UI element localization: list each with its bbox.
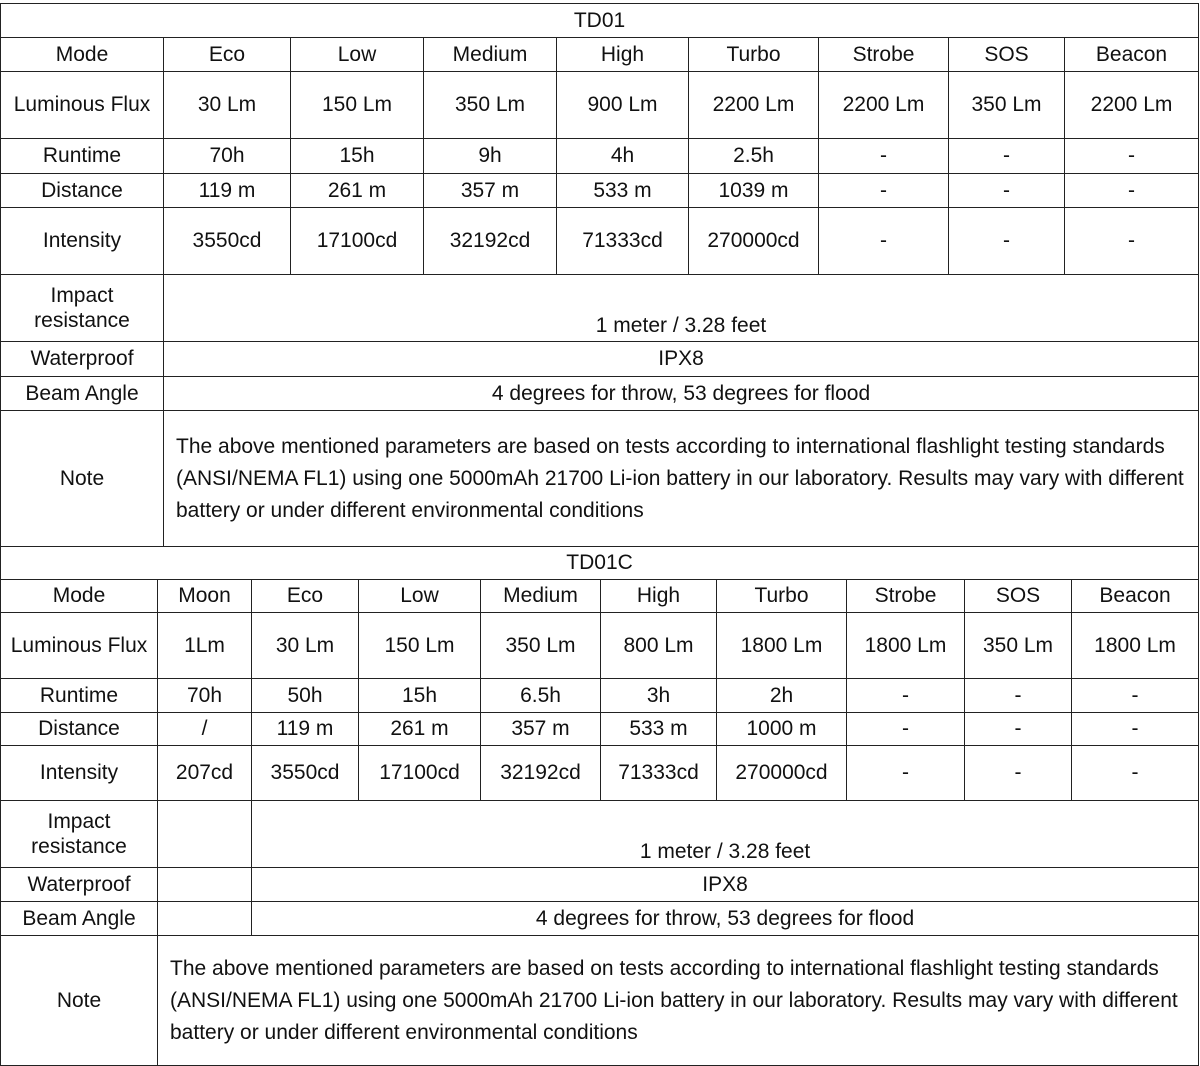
td01-mode-cell: Turbo — [689, 38, 819, 72]
td01-flux-cell: 150 Lm — [291, 72, 424, 139]
td01c-distance-label: Distance — [1, 713, 158, 746]
td01-mode-cell: Medium — [424, 38, 557, 72]
td01c-mode-cell: Strobe — [847, 580, 965, 613]
td01-runtime-cell: 70h — [164, 139, 291, 174]
td01c-intensity-cell: 207cd — [158, 746, 252, 801]
td01-flux-cell: 900 Lm — [557, 72, 689, 139]
td01-runtime-cell: - — [949, 139, 1065, 174]
td01c-runtime-cell: - — [1072, 679, 1199, 713]
td01-distance-cell: 1039 m — [689, 174, 819, 208]
td01-flux-row — [1, 72, 1199, 139]
td01-flux-label: Luminous Flux — [1, 72, 164, 139]
td01c-distance-row — [1, 713, 1199, 746]
td01-impact-value: 1 meter / 3.28 feet — [164, 275, 1199, 342]
td01c-note-text: The above mentioned parameters are based on tests according to international flashlight testing standards (ANSI/NEMA FL1) using one 5000mAh 21700 Li-ion battery in our laboratory. Results may vary with different battery or under different environmental conditions — [158, 936, 1199, 1066]
td01c-spec-table — [0, 546, 1199, 1066]
td01c-intensity-cell: - — [1072, 746, 1199, 801]
td01c-mode-cell: Eco — [252, 580, 359, 613]
td01-waterproof-value: IPX8 — [164, 342, 1199, 377]
td01c-runtime-label: Runtime — [1, 679, 158, 713]
td01c-flux-cell: 1Lm — [158, 613, 252, 679]
td01-runtime-cell: 15h — [291, 139, 424, 174]
td01-runtime-cell: - — [1065, 139, 1199, 174]
td01-intensity-cell: - — [1065, 208, 1199, 275]
td01c-waterproof-moon-blank — [158, 868, 252, 902]
td01c-flux-cell: 150 Lm — [359, 613, 481, 679]
td01c-title: TD01C — [1, 547, 1199, 580]
td01c-intensity-cell: 17100cd — [359, 746, 481, 801]
td01-flux-cell: 350 Lm — [424, 72, 557, 139]
td01-distance-cell: - — [819, 174, 949, 208]
td01-impact-label: Impact resistance — [1, 275, 164, 342]
td01c-distance-cell: - — [847, 713, 965, 746]
td01c-flux-cell: 1800 Lm — [717, 613, 847, 679]
td01c-beam-moon-blank — [158, 902, 252, 936]
td01-mode-label: Mode — [1, 38, 164, 72]
td01-intensity-cell: 270000cd — [689, 208, 819, 275]
td01c-distance-cell: 1000 m — [717, 713, 847, 746]
td01c-mode-cell: Medium — [481, 580, 601, 613]
td01c-note-row — [1, 936, 1199, 1066]
td01-mode-cell: Eco — [164, 38, 291, 72]
td01-intensity-cell: - — [949, 208, 1065, 275]
td01c-distance-cell: - — [1072, 713, 1199, 746]
td01-note-row — [1, 411, 1199, 547]
td01-beam-row — [1, 377, 1199, 411]
td01-mode-cell: High — [557, 38, 689, 72]
td01c-mode-cell: SOS — [965, 580, 1072, 613]
td01c-flux-cell: 800 Lm — [601, 613, 717, 679]
td01c-flux-row — [1, 613, 1199, 679]
td01c-runtime-cell: 15h — [359, 679, 481, 713]
td01-distance-cell: 261 m — [291, 174, 424, 208]
td01-flux-cell: 2200 Lm — [819, 72, 949, 139]
td01-runtime-cell: 9h — [424, 139, 557, 174]
td01-title: TD01 — [1, 4, 1199, 38]
td01-spec-table — [0, 3, 1199, 547]
td01-distance-cell: 119 m — [164, 174, 291, 208]
td01c-mode-label: Mode — [1, 580, 158, 613]
td01-mode-row — [1, 38, 1199, 72]
td01c-distance-cell: 261 m — [359, 713, 481, 746]
td01c-mode-row — [1, 580, 1199, 613]
td01-flux-cell: 30 Lm — [164, 72, 291, 139]
td01c-flux-cell: 30 Lm — [252, 613, 359, 679]
td01-runtime-cell: 4h — [557, 139, 689, 174]
td01c-intensity-cell: 32192cd — [481, 746, 601, 801]
td01c-intensity-row — [1, 746, 1199, 801]
td01-runtime-cell: 2.5h — [689, 139, 819, 174]
td01c-note-label: Note — [1, 936, 158, 1066]
td01c-beam-row — [1, 902, 1199, 936]
td01-waterproof-label: Waterproof — [1, 342, 164, 377]
td01c-impact-row — [1, 801, 1199, 868]
td01c-beam-label: Beam Angle — [1, 902, 158, 936]
td01-mode-cell: Strobe — [819, 38, 949, 72]
td01-intensity-cell: 3550cd — [164, 208, 291, 275]
td01c-intensity-cell: 270000cd — [717, 746, 847, 801]
td01c-impact-value: 1 meter / 3.28 feet — [252, 801, 1199, 868]
td01c-waterproof-row — [1, 868, 1199, 902]
td01c-mode-cell: Moon — [158, 580, 252, 613]
td01-note-text: The above mentioned parameters are based on tests according to international flashlight testing standards (ANSI/NEMA FL1) using one 5000mAh 21700 Li-ion battery in our laboratory. Results may vary with different battery or under different environmental conditions — [164, 411, 1199, 547]
td01c-intensity-cell: - — [965, 746, 1072, 801]
td01-distance-cell: 533 m — [557, 174, 689, 208]
td01-mode-cell: Low — [291, 38, 424, 72]
td01c-runtime-cell: - — [965, 679, 1072, 713]
td01c-runtime-cell: 50h — [252, 679, 359, 713]
td01-distance-cell: 357 m — [424, 174, 557, 208]
td01-impact-row — [1, 275, 1199, 342]
td01-intensity-cell: 17100cd — [291, 208, 424, 275]
td01c-runtime-row — [1, 679, 1199, 713]
td01-runtime-cell: - — [819, 139, 949, 174]
td01-flux-cell: 350 Lm — [949, 72, 1065, 139]
td01c-beam-value: 4 degrees for throw, 53 degrees for flood — [252, 902, 1199, 936]
td01c-flux-cell: 1800 Lm — [847, 613, 965, 679]
td01-beam-label: Beam Angle — [1, 377, 164, 411]
td01c-flux-label: Luminous Flux — [1, 613, 158, 679]
td01-distance-cell: - — [949, 174, 1065, 208]
td01-waterproof-row — [1, 342, 1199, 377]
td01-mode-cell: SOS — [949, 38, 1065, 72]
td01c-intensity-label: Intensity — [1, 746, 158, 801]
td01c-distance-cell: 119 m — [252, 713, 359, 746]
td01-distance-cell: - — [1065, 174, 1199, 208]
td01c-mode-cell: High — [601, 580, 717, 613]
td01-intensity-row — [1, 208, 1199, 275]
td01c-runtime-cell: - — [847, 679, 965, 713]
td01c-intensity-cell: 71333cd — [601, 746, 717, 801]
td01c-mode-cell: Low — [359, 580, 481, 613]
td01-runtime-row — [1, 139, 1199, 174]
td01-intensity-cell: 32192cd — [424, 208, 557, 275]
td01-flux-cell: 2200 Lm — [689, 72, 819, 139]
td01c-distance-cell: 357 m — [481, 713, 601, 746]
td01-distance-row — [1, 174, 1199, 208]
td01-beam-value: 4 degrees for throw, 53 degrees for flood — [164, 377, 1199, 411]
td01c-runtime-cell: 2h — [717, 679, 847, 713]
td01-runtime-label: Runtime — [1, 139, 164, 174]
td01c-impact-label: Impact resistance — [1, 801, 158, 868]
td01c-intensity-cell: - — [847, 746, 965, 801]
td01c-flux-cell: 1800 Lm — [1072, 613, 1199, 679]
td01-distance-label: Distance — [1, 174, 164, 208]
td01-intensity-label: Intensity — [1, 208, 164, 275]
td01c-flux-cell: 350 Lm — [481, 613, 601, 679]
td01c-waterproof-value: IPX8 — [252, 868, 1199, 902]
td01-flux-cell: 2200 Lm — [1065, 72, 1199, 139]
td01c-intensity-cell: 3550cd — [252, 746, 359, 801]
td01-title-row — [1, 4, 1199, 38]
td01-intensity-cell: - — [819, 208, 949, 275]
td01c-mode-cell: Turbo — [717, 580, 847, 613]
td01-mode-cell: Beacon — [1065, 38, 1199, 72]
td01c-distance-cell: - — [965, 713, 1072, 746]
td01c-title-row — [1, 547, 1199, 580]
td01c-impact-moon-blank — [158, 801, 252, 868]
td01c-runtime-cell: 3h — [601, 679, 717, 713]
td01c-distance-cell: / — [158, 713, 252, 746]
td01-note-label: Note — [1, 411, 164, 547]
td01c-runtime-cell: 6.5h — [481, 679, 601, 713]
td01c-waterproof-label: Waterproof — [1, 868, 158, 902]
td01c-distance-cell: 533 m — [601, 713, 717, 746]
td01c-mode-cell: Beacon — [1072, 580, 1199, 613]
td01c-runtime-cell: 70h — [158, 679, 252, 713]
td01c-flux-cell: 350 Lm — [965, 613, 1072, 679]
td01-intensity-cell: 71333cd — [557, 208, 689, 275]
